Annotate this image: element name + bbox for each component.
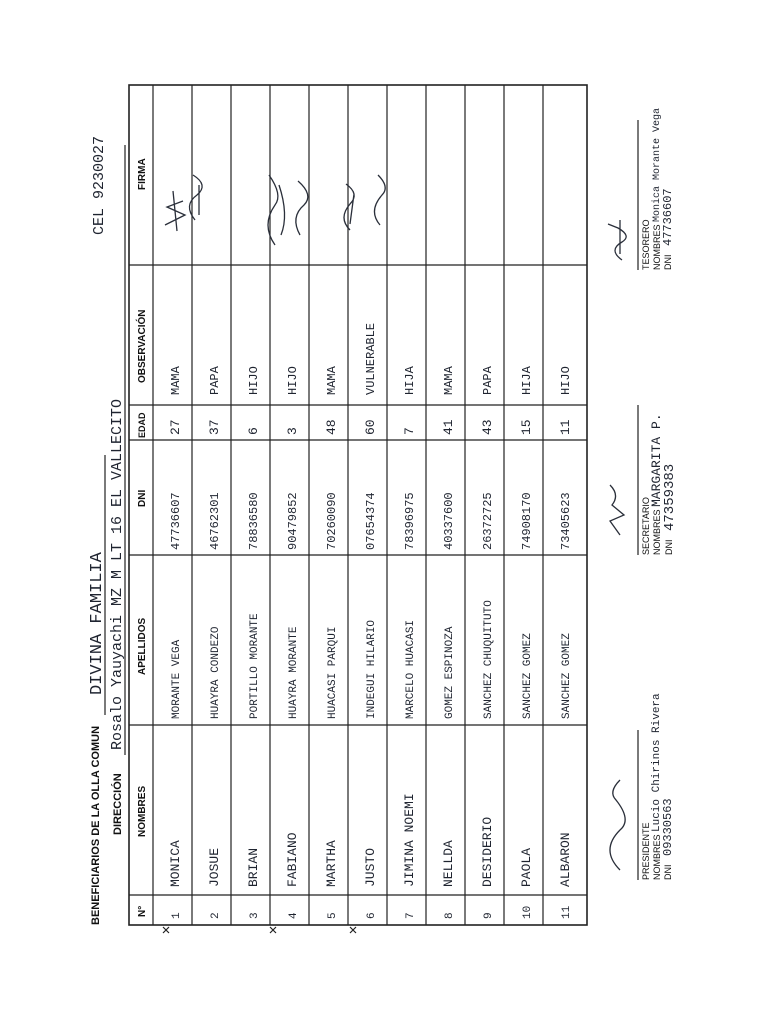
tesorero-dni-value: 47736607 bbox=[661, 188, 675, 246]
signature-block-secretario bbox=[610, 405, 678, 555]
presidente-nombres-label: NOMBRES bbox=[652, 834, 662, 880]
beneficiaries-form bbox=[88, 85, 587, 933]
margin-marks bbox=[163, 927, 356, 933]
secretario-nombres-value: MARGARITA P. bbox=[649, 413, 664, 507]
cell-observacion: HIJA bbox=[403, 366, 417, 395]
cell-num: 6 bbox=[366, 912, 378, 919]
cell-dni: 40337600 bbox=[442, 492, 456, 550]
header-firma: FIRMA bbox=[137, 158, 148, 190]
margin-mark-8 bbox=[350, 927, 356, 933]
olla-name: DIVINA FAMILIA bbox=[88, 552, 107, 695]
cell-num: 10 bbox=[522, 905, 534, 919]
cell-edad: 37 bbox=[207, 419, 222, 435]
header-edad: EDAD bbox=[137, 412, 147, 438]
cell-dni: 78836580 bbox=[247, 492, 261, 550]
header-dni: DNI bbox=[137, 489, 148, 507]
cell-edad: 15 bbox=[519, 419, 534, 435]
signature-row-1 bbox=[165, 191, 185, 231]
cell-apellidos: SANCHEZ GOMEZ bbox=[522, 633, 534, 719]
table-row bbox=[246, 366, 261, 919]
signature-row-9 bbox=[374, 175, 385, 225]
cell-nombres: NELLDA bbox=[441, 840, 456, 887]
tesorero-nombres-value: Monica Morante Vega bbox=[652, 107, 663, 222]
cell-dni: 74908170 bbox=[520, 492, 534, 550]
cell-apellidos: SANCHEZ CHUQUITUTO bbox=[483, 600, 495, 719]
header-num: N° bbox=[137, 905, 148, 917]
signature-row-2 bbox=[189, 175, 202, 220]
signature-row-6 bbox=[296, 181, 308, 235]
cell-num: 7 bbox=[405, 912, 417, 919]
table-row bbox=[441, 365, 456, 919]
cell-nombres: JOSUE bbox=[207, 847, 222, 887]
cell-observacion: VULNERABLE bbox=[364, 322, 378, 395]
cell-apellidos: HUACASI PARQUI bbox=[327, 626, 339, 719]
cell-dni: 70260090 bbox=[325, 492, 339, 550]
table-row bbox=[558, 366, 573, 919]
secretario-dni-label: DNI bbox=[664, 539, 674, 555]
cell-nombres: MONICA bbox=[168, 840, 183, 887]
header-nombres: NOMBRES bbox=[137, 785, 148, 837]
cell-observacion: HIJO bbox=[247, 366, 261, 395]
cell-edad: 60 bbox=[363, 419, 378, 435]
tesorero-nombres-label: NOMBRES bbox=[652, 224, 662, 270]
table-row bbox=[168, 365, 183, 919]
presidente-dni-label: DNI bbox=[663, 864, 673, 880]
cell-observacion: HIJO bbox=[559, 366, 573, 395]
direccion-label: DIRECCIÓN bbox=[112, 773, 124, 835]
header-observacion: OBSERVACIÓN bbox=[137, 309, 148, 383]
tesorero-dni-label: DNI bbox=[663, 254, 673, 270]
presidente-role: PRESIDENTE bbox=[641, 822, 651, 880]
cell-nombres: JIMINA NOEMI bbox=[402, 793, 417, 887]
secretario-nombres-label: NOMBRES bbox=[652, 509, 662, 555]
cell-observacion: HIJA bbox=[520, 366, 534, 395]
cell-dni: 26372725 bbox=[481, 492, 495, 550]
firma-signatures bbox=[165, 175, 385, 245]
secretario-role: SECRETARIO bbox=[641, 497, 651, 555]
cell-edad: 7 bbox=[402, 427, 417, 435]
tesorero-signature bbox=[608, 220, 626, 260]
cell-edad: 3 bbox=[285, 427, 300, 435]
table-row bbox=[480, 365, 495, 919]
cell-apellidos: HUAYRA MORANTE bbox=[288, 626, 300, 719]
cell-nombres: FABIANO bbox=[285, 832, 300, 887]
margin-mark-5 bbox=[270, 927, 276, 933]
margin-mark-1 bbox=[163, 927, 169, 933]
direccion-value: Rosalo Yauyachi MZ M LT 16 EL VALLECITO bbox=[109, 398, 126, 750]
cell-nombres: BRIAN bbox=[246, 847, 261, 887]
cell-apellidos: SANCHEZ GOMEZ bbox=[561, 633, 573, 719]
signature-block-presidente bbox=[610, 693, 675, 880]
cell-edad: 27 bbox=[168, 419, 183, 435]
cell-num: 1 bbox=[171, 912, 183, 919]
cell-num: 8 bbox=[444, 912, 456, 919]
cell-edad: 6 bbox=[246, 427, 261, 435]
cell-num: 11 bbox=[561, 905, 573, 919]
form-heading: BENEFICIARIOS DE LA OLLA COMUN bbox=[90, 725, 102, 925]
cell-dni: 73405623 bbox=[559, 492, 573, 550]
cell-observacion: HIJO bbox=[286, 366, 300, 395]
table-row bbox=[363, 323, 378, 919]
secretario-signature bbox=[610, 485, 624, 535]
signature-block-tesorero bbox=[608, 108, 675, 270]
header-apellidos: APELLIDOS bbox=[137, 617, 148, 675]
table-row bbox=[519, 365, 534, 919]
cell-num: 9 bbox=[483, 912, 495, 919]
cell-observacion: MAMA bbox=[169, 366, 183, 395]
cell-dni: 07654374 bbox=[364, 492, 378, 550]
cell-observacion: PAPA bbox=[208, 366, 222, 395]
cell-edad: 11 bbox=[558, 419, 573, 435]
cell-edad: 48 bbox=[324, 419, 339, 435]
tesorero-role: TESORERO bbox=[641, 219, 651, 270]
table-row bbox=[285, 366, 300, 919]
secretario-dni-value: 47359383 bbox=[662, 463, 678, 531]
cell-dni: 46762301 bbox=[208, 492, 222, 550]
beneficiaries-table bbox=[129, 85, 587, 925]
cell-nombres: ALBARON bbox=[558, 832, 573, 887]
presidente-nombres-value: Lucio Chirinos Rivera bbox=[651, 693, 663, 832]
cell-nombres: JUSTO bbox=[363, 847, 378, 887]
cell-edad: 41 bbox=[441, 419, 456, 435]
table-row bbox=[402, 365, 417, 919]
cell-num: 2 bbox=[210, 912, 222, 919]
cell-dni: 90479852 bbox=[286, 492, 300, 550]
cell-num: 3 bbox=[249, 912, 261, 919]
cell-nombres: DESIDERIO bbox=[480, 816, 495, 887]
presidente-signature bbox=[610, 780, 625, 870]
cell-apellidos: INDEGUI HILARIO bbox=[366, 619, 378, 719]
cell-num: 5 bbox=[327, 912, 339, 919]
cell-observacion: MAMA bbox=[442, 366, 456, 395]
table-row bbox=[207, 365, 222, 919]
cell-observacion: PAPA bbox=[481, 366, 495, 395]
cell-apellidos: MARCELO HUACASI bbox=[405, 619, 417, 719]
cell-num: 4 bbox=[288, 912, 300, 919]
corner-note: CEL 9230027 bbox=[91, 135, 108, 235]
table-rows bbox=[168, 323, 573, 919]
presidente-dni-value: 09330563 bbox=[661, 798, 675, 856]
cell-apellidos: MORANTE VEGA bbox=[171, 639, 183, 719]
signature-row-8 bbox=[344, 184, 354, 230]
table-row bbox=[324, 365, 339, 919]
cell-nombres: PAOLA bbox=[519, 847, 534, 887]
cell-edad: 43 bbox=[480, 419, 495, 435]
cell-apellidos: HUAYRA CONDEZO bbox=[210, 626, 222, 719]
cell-apellidos: GOMEZ ESPINOZA bbox=[444, 626, 456, 719]
cell-nombres: MARTHA bbox=[324, 840, 339, 887]
cell-dni: 47736607 bbox=[169, 492, 183, 550]
cell-apellidos: PORTILLO MORANTE bbox=[249, 613, 261, 719]
cell-observacion: MAMA bbox=[325, 366, 339, 395]
table-border bbox=[129, 85, 587, 925]
cell-dni: 78396975 bbox=[403, 492, 417, 550]
